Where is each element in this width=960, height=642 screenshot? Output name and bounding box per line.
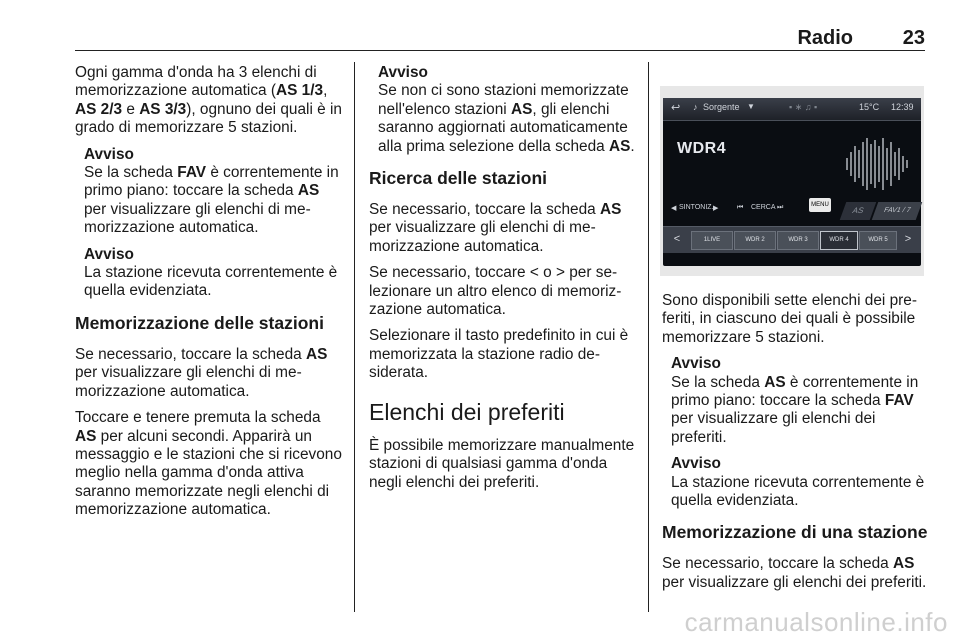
paragraph: Se necessario, toccare < o > per selezionare un altro elenco di memorizzazione automatica. [369,264,622,319]
section-heading: Ricerca delle stazioni [369,168,547,189]
paragraph: Ogni gamma d'onda ha 3 elenchi di memorizzazione automatica (AS 1/3, AS 2/3 e AS 3/3), ognuno dei quali è in grado di memorizzare 5 stazioni. [75,64,342,137]
menu-button[interactable]: MENU [809,198,831,212]
notice-box: Avviso Se la scheda AS è correntemente in primo piano: toccare la scheda FAV per visualizzare gli elenchi dei preferiti. [662,355,928,447]
clock: 12:39 [891,102,914,112]
tab-fav[interactable]: FAV1 / 7 [872,202,923,220]
temperature: 15°C [859,102,880,112]
paragraph: Se necessario, toccare la scheda AS per visualizzare gli elenchi dei preferiti. [662,555,927,591]
status-bar [663,98,921,121]
dropdown-icon: ▼ [747,102,755,111]
less-than-symbol: < [529,264,539,282]
status-icons: ▪ ∗ ♫ ▪ [789,102,818,112]
notice-box: Avviso Se la scheda FAV è correntemente in primo piano: toccare la scheda AS per visualizzare gli elenchi di memorizzazione automatica. [75,146,345,238]
watermark: carmanualsonline.info [684,607,948,637]
prev-list-icon[interactable]: < [673,233,681,245]
notice-title: Avviso [671,355,721,373]
paragraph: Se necessario, toccare la scheda AS per visualizzare gli elenchi di memorizzazione automatica. [369,201,622,255]
next-list-icon[interactable]: > [904,233,912,245]
notice-box: Avviso Se non ci sono stazioni memorizzate nell'elenco stazioni AS, gli elenchi saranno aggiornati automaticamente alla prima selezione della scheda AS. [378,64,635,155]
column-3 [662,292,928,600]
notice-box: Avviso La stazione ricevuta correntemente è quella evidenziata. [75,246,345,301]
fav-preset[interactable]: 1LIVE [691,231,733,250]
section-heading: Memorizzazione delle stazioni [75,312,324,333]
paragraph: Sono disponibili sette elenchi dei preferiti, in ciascuno dei quali è possibile memorizzare 5 stazioni. [662,292,917,346]
seek-forward-icon[interactable]: ⏭ [777,204,784,211]
radio-screen [663,98,921,266]
tune-up-icon[interactable]: ▶ [713,205,719,212]
notice-title: Avviso [378,64,428,81]
back-icon: ↩ [671,102,681,114]
seek-label: CERCA [751,204,776,211]
chapter-heading: Elenchi dei preferiti [369,398,565,425]
tab-as[interactable]: AS [840,202,877,220]
paragraph: Se necessario, toccare la scheda AS per visualizzare gli elenchi di memorizzazione automatica. [75,345,328,400]
radio-screen-figure [660,86,924,276]
source-label: Sorgente [703,102,740,112]
paragraph: Toccare e tenere premuta la scheda AS per alcuni secondi. Apparirà un messaggio e le stazioni che si ricevono meglio nella gamma d'onda attiva saranno memorizzate negli elenchi di memorizzazione automatica. [75,409,342,519]
column-divider-2 [648,62,649,612]
page-number: 23 [902,27,925,49]
fav-preset[interactable]: WDR 2 [734,231,776,250]
fav-preset[interactable]: WDR 3 [777,231,819,250]
header-rule [75,50,925,51]
station-name: WDR4 [677,140,727,157]
column-1 [75,64,345,528]
page-header [75,24,925,50]
notice-title: Avviso [671,455,721,473]
favourites-bar [663,226,921,253]
fav-preset-selected[interactable]: WDR 4 [820,231,858,250]
section-heading: Memorizzazione di una stazione [662,522,928,543]
notice-box: Avviso La stazione ricevuta correntemente è quella evidenziata. [662,455,928,510]
fav-preset[interactable]: WDR 5 [859,231,897,250]
page-title: Radio [797,27,853,49]
tune-down-icon[interactable]: ◀ [671,205,677,212]
music-note-icon: ♪ [693,102,698,112]
greater-than-symbol: > [555,264,565,282]
tune-label: SINTONIZ. [679,204,714,211]
paragraph: Selezionare il tasto predefinito in cui è memorizzata la stazione radio desiderata. [369,327,629,382]
column-divider-1 [354,62,355,612]
column-2 [369,64,635,500]
notice-title: Avviso [84,145,134,163]
paragraph: È possibile memorizzare manualmente stazioni di qualsiasi gamma d'onda negli elenchi dei preferiti. [369,436,635,491]
waveform-graphic [843,136,913,192]
notice-title: Avviso [84,245,134,263]
seek-back-icon[interactable]: ⏮ [737,204,744,211]
